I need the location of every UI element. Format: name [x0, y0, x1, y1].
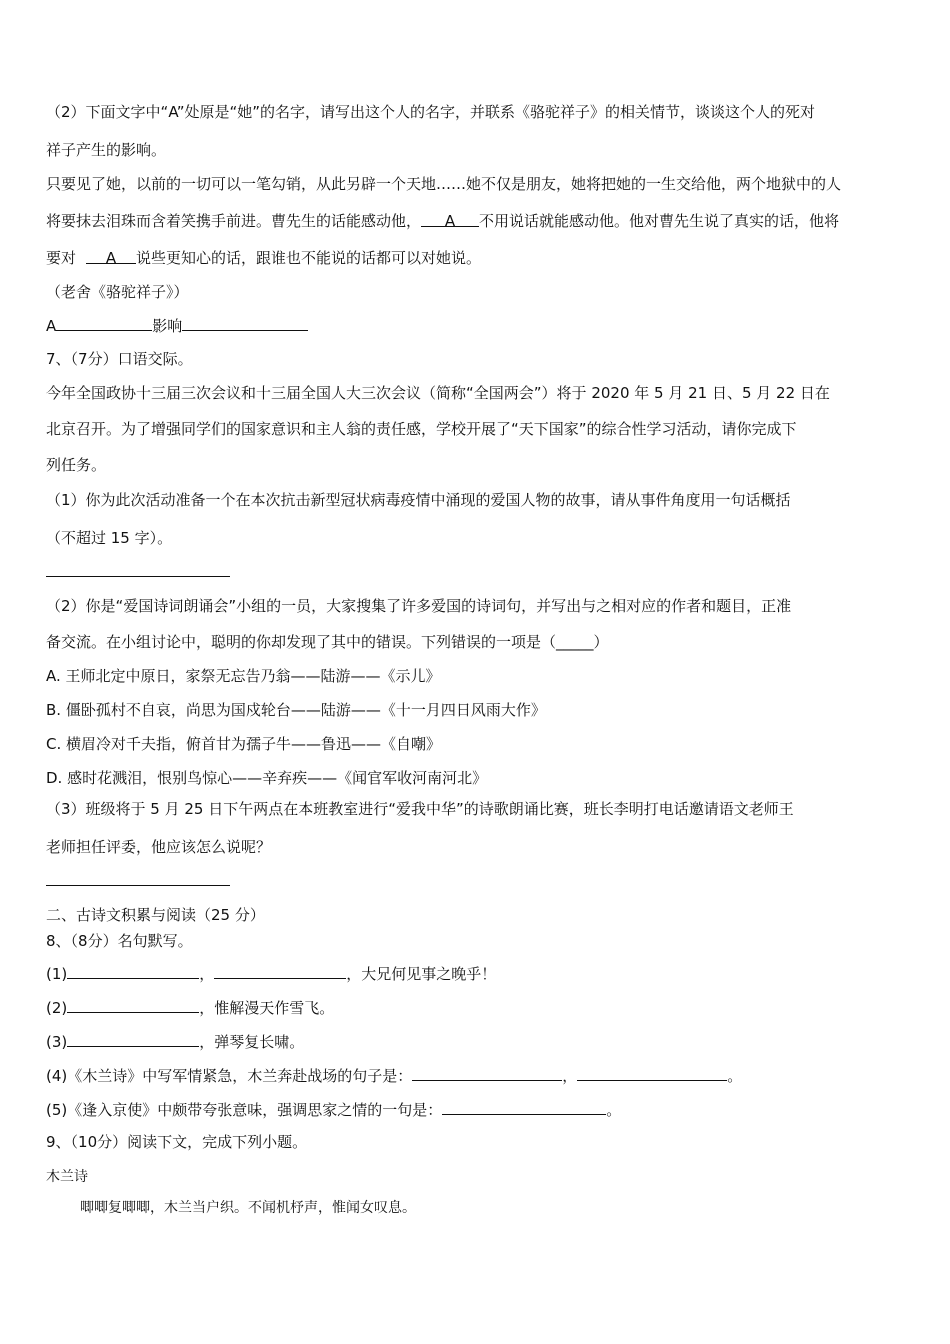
passage-text: 将要抹去泪珠而含着笑携手前进。曹先生的话能感动他， [46, 212, 422, 230]
item-text: (5)《逢入京使》中颇带夸张意味，强调思家之情的一句是： [46, 1101, 443, 1119]
q7-option-d: D. 感时花溅泪，恨别鸟惊心——辛弃疾——《闻官军收河南河北》 [46, 769, 488, 787]
poem-title: 木兰诗 [46, 1169, 88, 1185]
q6-2-passage-line-1: 只要见了她，以前的一切可以一笔勾销，从此另辟一个天地……她不仅是朋友，她将把她的一生交给他，两个地狱中的人 [46, 175, 842, 193]
q6-2-prompt-line-1: （2）下面文字中“A”处原是“她”的名字，请写出这个人的名字，并联系《骆驼祥子》的相关情节，谈谈这个人的死对 [46, 103, 816, 121]
item-number: (2) [46, 999, 68, 1017]
passage-text: 说些更知心的话，跟谁也不能说的话都可以对她说。 [136, 249, 482, 267]
answer-label: A [46, 317, 57, 335]
q7-intro-line-2: 北京召开。为了增强同学们的国家意识和主人翁的责任感，学校开展了“天下国家”的综合性学习活动，请你完成下 [46, 420, 797, 438]
section-2-title: 二、古诗文积累与阅读（25 分） [46, 906, 265, 924]
q7-title: 7、（7分）口语交际。 [46, 350, 193, 368]
fill-blank[interactable] [67, 964, 199, 979]
q7-option-c: C. 横眉冷对千夫指，俯首甘为孺子牛——鲁迅——《自嘲》 [46, 735, 442, 753]
q9-title: 9、（10分）阅读下文，完成下列小题。 [46, 1133, 308, 1151]
q7-intro-line-3: 列任务。 [46, 456, 107, 474]
punct: 。 [606, 1101, 622, 1119]
q7-p1-answer-line[interactable] [46, 576, 230, 577]
q7-p3-answer-line[interactable] [46, 885, 230, 886]
item-number: (3) [46, 1033, 68, 1051]
fill-blank[interactable] [67, 1032, 199, 1047]
blank-a: A [86, 249, 136, 264]
q8-item-4 [46, 1066, 742, 1085]
punct: 。 [727, 1067, 743, 1085]
fill-blank[interactable] [67, 998, 199, 1013]
answer-label: 影响 [152, 317, 183, 335]
q7-p1-line-1: （1）你为此次活动准备一个在本次抗击新型冠状病毒疫情中涌现的爱国人物的故事，请从事件角度用一句话概括 [46, 491, 791, 509]
item-text: ，弹琴复长啸。 [199, 1033, 305, 1051]
fill-blank[interactable] [412, 1066, 562, 1081]
item-text: ，大兄何见事之晚乎！ [346, 965, 497, 983]
q8-item-3 [46, 1032, 304, 1051]
punct: ， [199, 965, 215, 983]
fill-blank[interactable] [442, 1100, 606, 1115]
blank-a: A [421, 212, 479, 227]
item-number: (1) [46, 965, 68, 983]
answer-effect-blank[interactable] [182, 316, 308, 331]
item-text: (4)《木兰诗》中写军情紧急，木兰奔赴战场的句子是： [46, 1067, 413, 1085]
q7-option-a: A. 王师北定中原日，家祭无忘告乃翁——陆游——《示儿》 [46, 667, 441, 685]
q6-2-passage-line-2 [46, 212, 839, 230]
q7-p3-line-1: （3）班级将于 5 月 25 日下午两点在本班教室进行“爱我中华”的诗歌朗诵比赛，班长李明打电话邀请语文老师王 [46, 800, 794, 818]
punct: ， [562, 1067, 578, 1085]
q7-p2-line-2: 备交流。在小组讨论中，聪明的你却发现了其中的错误。下列错误的一项是（_____） [46, 633, 609, 651]
passage-text: 要对 [46, 249, 77, 267]
q8-title: 8、（8分）名句默写。 [46, 932, 193, 950]
q6-2-answer-line [46, 316, 308, 335]
answer-a-blank[interactable] [56, 316, 152, 331]
q8-item-5 [46, 1100, 621, 1119]
q7-p1-line-2: （不超过 15 字）。 [46, 529, 173, 547]
q6-2-source: （老舍《骆驼祥子》） [46, 283, 189, 301]
q6-2-prompt-line-2: 祥子产生的影响。 [46, 141, 167, 159]
item-text: ，惟解漫天作雪飞。 [199, 999, 335, 1017]
fill-blank[interactable] [214, 964, 346, 979]
q7-intro-line-1: 今年全国政协十三届三次会议和十三届全国人大三次会议（简称“全国两会”）将于 2020 年 5 月 21 日、5 月 22 日在 [46, 384, 830, 402]
q7-p3-line-2: 老师担任评委，他应该怎么说呢？ [46, 838, 272, 856]
q7-option-b: B. 僵卧孤村不自哀，尚思为国戍轮台——陆游——《十一月四日风雨大作》 [46, 701, 546, 719]
q7-p2-line-1: （2）你是“爱国诗词朗诵会”小组的一员，大家搜集了许多爱国的诗词句，并写出与之相对应的作者和题目，正准 [46, 597, 792, 615]
passage-text: 不用说话就能感动他。他对曹先生说了真实的话，他将 [479, 212, 840, 230]
poem-line-1: 唧唧复唧唧，木兰当户织。不闻机杼声，惟闻女叹息。 [80, 1200, 416, 1216]
q8-item-2 [46, 998, 334, 1017]
q8-item-1 [46, 964, 496, 983]
q6-2-passage-line-3 [46, 249, 481, 267]
fill-blank[interactable] [577, 1066, 727, 1081]
